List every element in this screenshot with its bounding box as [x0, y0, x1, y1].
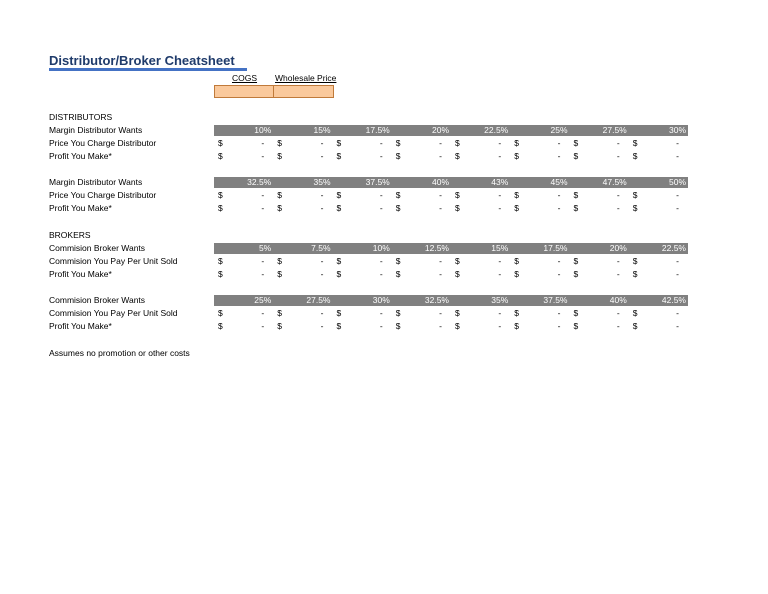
cell-value: -	[439, 256, 442, 266]
currency-symbol: $	[277, 308, 282, 318]
cell-value: -	[676, 308, 679, 318]
currency-symbol: $	[277, 190, 282, 200]
cell-value: -	[676, 190, 679, 200]
rate-percent: 32.5%	[424, 295, 449, 305]
cell-value: -	[379, 138, 383, 148]
rate-percent: 12.5%	[424, 243, 449, 253]
currency-symbol: $	[573, 203, 579, 213]
cell-value: -	[439, 138, 442, 148]
currency-symbol: $	[336, 190, 342, 200]
cell-value: -	[261, 190, 265, 200]
cell-value: -	[439, 203, 442, 213]
cell-value: -	[676, 269, 679, 279]
cell-value: -	[261, 308, 265, 318]
cell-value: -	[557, 203, 561, 213]
cell-value: -	[498, 321, 502, 331]
currency-symbol: $	[573, 138, 579, 148]
result-row-label: Commision You Pay Per Unit Sold	[49, 256, 178, 266]
currency-symbol: $	[632, 308, 638, 318]
rate-percent: 17.5%	[365, 125, 390, 135]
rate-percent: 25%	[550, 125, 568, 135]
cell-value: -	[320, 151, 324, 161]
currency-symbol: $	[218, 151, 223, 161]
currency-symbol: $	[218, 203, 223, 213]
currency-symbol: $	[277, 138, 282, 148]
cell-value: -	[379, 256, 383, 266]
cell-value: -	[616, 256, 620, 266]
cell-value: -	[557, 269, 561, 279]
cell-value: -	[676, 151, 679, 161]
currency-symbol: $	[632, 321, 638, 331]
rate-percent: 43%	[491, 177, 509, 187]
cell-value: -	[498, 308, 502, 318]
cell-value: -	[616, 308, 620, 318]
section-heading: BROKERS	[49, 230, 91, 240]
currency-symbol: $	[395, 256, 401, 266]
cell-value: -	[379, 190, 383, 200]
rate-percent: 50%	[668, 177, 686, 187]
cell-value: -	[320, 138, 324, 148]
currency-symbol: $	[455, 203, 460, 213]
cell-value: -	[439, 269, 442, 279]
rate-percent: 15%	[491, 243, 509, 253]
rate-percent: 47.5%	[602, 177, 627, 187]
cell-value: -	[676, 138, 679, 148]
currency-symbol: $	[514, 321, 519, 331]
rate-percent: 37.5%	[543, 295, 568, 305]
rate-percent: 20%	[431, 125, 449, 135]
currency-symbol: $	[573, 190, 579, 200]
result-row-label: Price You Charge Distributor	[49, 190, 157, 200]
rate-percent: 10%	[254, 125, 272, 135]
rate-percent: 25%	[254, 295, 272, 305]
rate-percent: 27.5%	[306, 295, 331, 305]
cell-value: -	[498, 151, 502, 161]
rate-percent: 45%	[550, 177, 568, 187]
currency-symbol: $	[277, 256, 282, 266]
currency-symbol: $	[632, 151, 638, 161]
currency-symbol: $	[632, 190, 638, 200]
currency-symbol: $	[336, 269, 342, 279]
result-row-label: Profit You Make*	[49, 203, 112, 213]
cell-value: -	[616, 269, 620, 279]
currency-symbol: $	[336, 308, 342, 318]
wholesale-price-input[interactable]	[273, 85, 334, 98]
currency-symbol: $	[395, 203, 401, 213]
currency-symbol: $	[455, 138, 460, 148]
currency-symbol: $	[573, 151, 579, 161]
cell-value: -	[557, 151, 561, 161]
cell-value: -	[320, 190, 324, 200]
cell-value: -	[261, 138, 265, 148]
rate-percent: 32.5%	[247, 177, 272, 187]
footnote: Assumes no promotion or other costs	[49, 348, 190, 358]
currency-symbol: $	[395, 269, 401, 279]
rate-percent: 30%	[372, 295, 390, 305]
currency-symbol: $	[277, 269, 282, 279]
currency-symbol: $	[218, 308, 223, 318]
cell-value: -	[616, 151, 620, 161]
cell-value: -	[557, 321, 561, 331]
currency-symbol: $	[218, 138, 223, 148]
currency-symbol: $	[395, 138, 401, 148]
currency-symbol: $	[514, 151, 519, 161]
currency-symbol: $	[395, 190, 401, 200]
cell-value: -	[320, 203, 324, 213]
cell-value: -	[320, 256, 324, 266]
currency-symbol: $	[218, 269, 223, 279]
rate-percent: 10%	[372, 243, 390, 253]
cell-value: -	[261, 321, 265, 331]
rate-row-label: Margin Distributor Wants	[49, 177, 143, 187]
cell-value: -	[616, 321, 620, 331]
currency-symbol: $	[573, 256, 579, 266]
wholesale-price-header: Wholesale Price	[275, 73, 337, 83]
cell-value: -	[498, 256, 502, 266]
currency-symbol: $	[218, 321, 223, 331]
currency-symbol: $	[455, 256, 460, 266]
currency-symbol: $	[218, 256, 223, 266]
result-row-label: Profit You Make*	[49, 269, 112, 279]
cell-value: -	[498, 190, 502, 200]
cell-value: -	[676, 203, 679, 213]
currency-symbol: $	[455, 151, 460, 161]
cell-value: -	[261, 151, 265, 161]
rate-row-label: Commision Broker Wants	[49, 243, 146, 253]
currency-symbol: $	[514, 269, 519, 279]
rate-percent: 20%	[609, 243, 627, 253]
cogs-input[interactable]	[214, 85, 274, 98]
cell-value: -	[439, 151, 442, 161]
cell-value: -	[557, 138, 561, 148]
cell-value: -	[261, 269, 265, 279]
cell-value: -	[320, 321, 324, 331]
result-row-label: Commision You Pay Per Unit Sold	[49, 308, 178, 318]
rate-percent: 5%	[258, 243, 272, 253]
cell-value: -	[379, 203, 383, 213]
currency-symbol: $	[336, 203, 342, 213]
currency-symbol: $	[455, 321, 460, 331]
cell-value: -	[498, 203, 502, 213]
cell-value: -	[261, 256, 265, 266]
rate-percent: 22.5%	[661, 243, 686, 253]
section-heading: DISTRIBUTORS	[49, 112, 113, 122]
currency-symbol: $	[395, 151, 401, 161]
rate-percent: 15%	[313, 125, 331, 135]
currency-symbol: $	[455, 190, 460, 200]
currency-symbol: $	[395, 308, 401, 318]
currency-symbol: $	[218, 190, 223, 200]
rate-percent: 17.5%	[543, 243, 568, 253]
result-row-label: Profit You Make*	[49, 321, 112, 331]
cell-value: -	[379, 151, 383, 161]
cell-value: -	[320, 269, 324, 279]
cell-value: -	[379, 321, 383, 331]
currency-symbol: $	[632, 256, 638, 266]
currency-symbol: $	[455, 308, 460, 318]
currency-symbol: $	[277, 321, 282, 331]
rate-percent: 42.5%	[661, 295, 686, 305]
cell-value: -	[439, 321, 442, 331]
currency-symbol: $	[455, 269, 460, 279]
cell-value: -	[379, 308, 383, 318]
cell-value: -	[676, 256, 679, 266]
currency-symbol: $	[514, 138, 519, 148]
cell-value: -	[557, 256, 561, 266]
currency-symbol: $	[573, 321, 579, 331]
cell-value: -	[676, 321, 679, 331]
cell-value: -	[498, 138, 502, 148]
sheet-title: Distributor/Broker Cheatsheet	[49, 53, 235, 68]
rate-percent: 35%	[491, 295, 509, 305]
rate-percent: 37.5%	[365, 177, 390, 187]
rate-percent: 30%	[668, 125, 686, 135]
currency-symbol: $	[514, 256, 519, 266]
cell-value: -	[498, 269, 502, 279]
rate-percent: 27.5%	[602, 125, 627, 135]
rate-percent: 40%	[609, 295, 627, 305]
cogs-header: COGS	[232, 73, 258, 83]
currency-symbol: $	[336, 321, 342, 331]
cell-value: -	[439, 308, 442, 318]
cell-value: -	[616, 190, 620, 200]
cell-value: -	[616, 203, 620, 213]
cell-value: -	[616, 138, 620, 148]
cell-value: -	[261, 203, 265, 213]
rate-percent: 7.5%	[311, 243, 331, 253]
currency-symbol: $	[632, 138, 638, 148]
cell-value: -	[320, 308, 324, 318]
cell-value: -	[557, 190, 561, 200]
currency-symbol: $	[573, 308, 579, 318]
currency-symbol: $	[336, 256, 342, 266]
result-row-label: Profit You Make*	[49, 151, 112, 161]
currency-symbol: $	[277, 203, 282, 213]
currency-symbol: $	[514, 190, 519, 200]
rate-percent: 35%	[313, 177, 331, 187]
currency-symbol: $	[514, 203, 519, 213]
currency-symbol: $	[395, 321, 401, 331]
result-row-label: Price You Charge Distributor	[49, 138, 157, 148]
currency-symbol: $	[336, 138, 342, 148]
title-underline	[49, 68, 247, 71]
cell-value: -	[439, 190, 442, 200]
currency-symbol: $	[632, 269, 638, 279]
rate-percent: 40%	[431, 177, 449, 187]
rate-percent: 22.5%	[484, 125, 509, 135]
rate-row-label: Margin Distributor Wants	[49, 125, 143, 135]
currency-symbol: $	[514, 308, 519, 318]
currency-symbol: $	[632, 203, 638, 213]
currency-symbol: $	[277, 151, 282, 161]
cell-value: -	[557, 308, 561, 318]
currency-symbol: $	[336, 151, 342, 161]
currency-symbol: $	[573, 269, 579, 279]
rate-row-label: Commision Broker Wants	[49, 295, 146, 305]
cell-value: -	[379, 269, 383, 279]
